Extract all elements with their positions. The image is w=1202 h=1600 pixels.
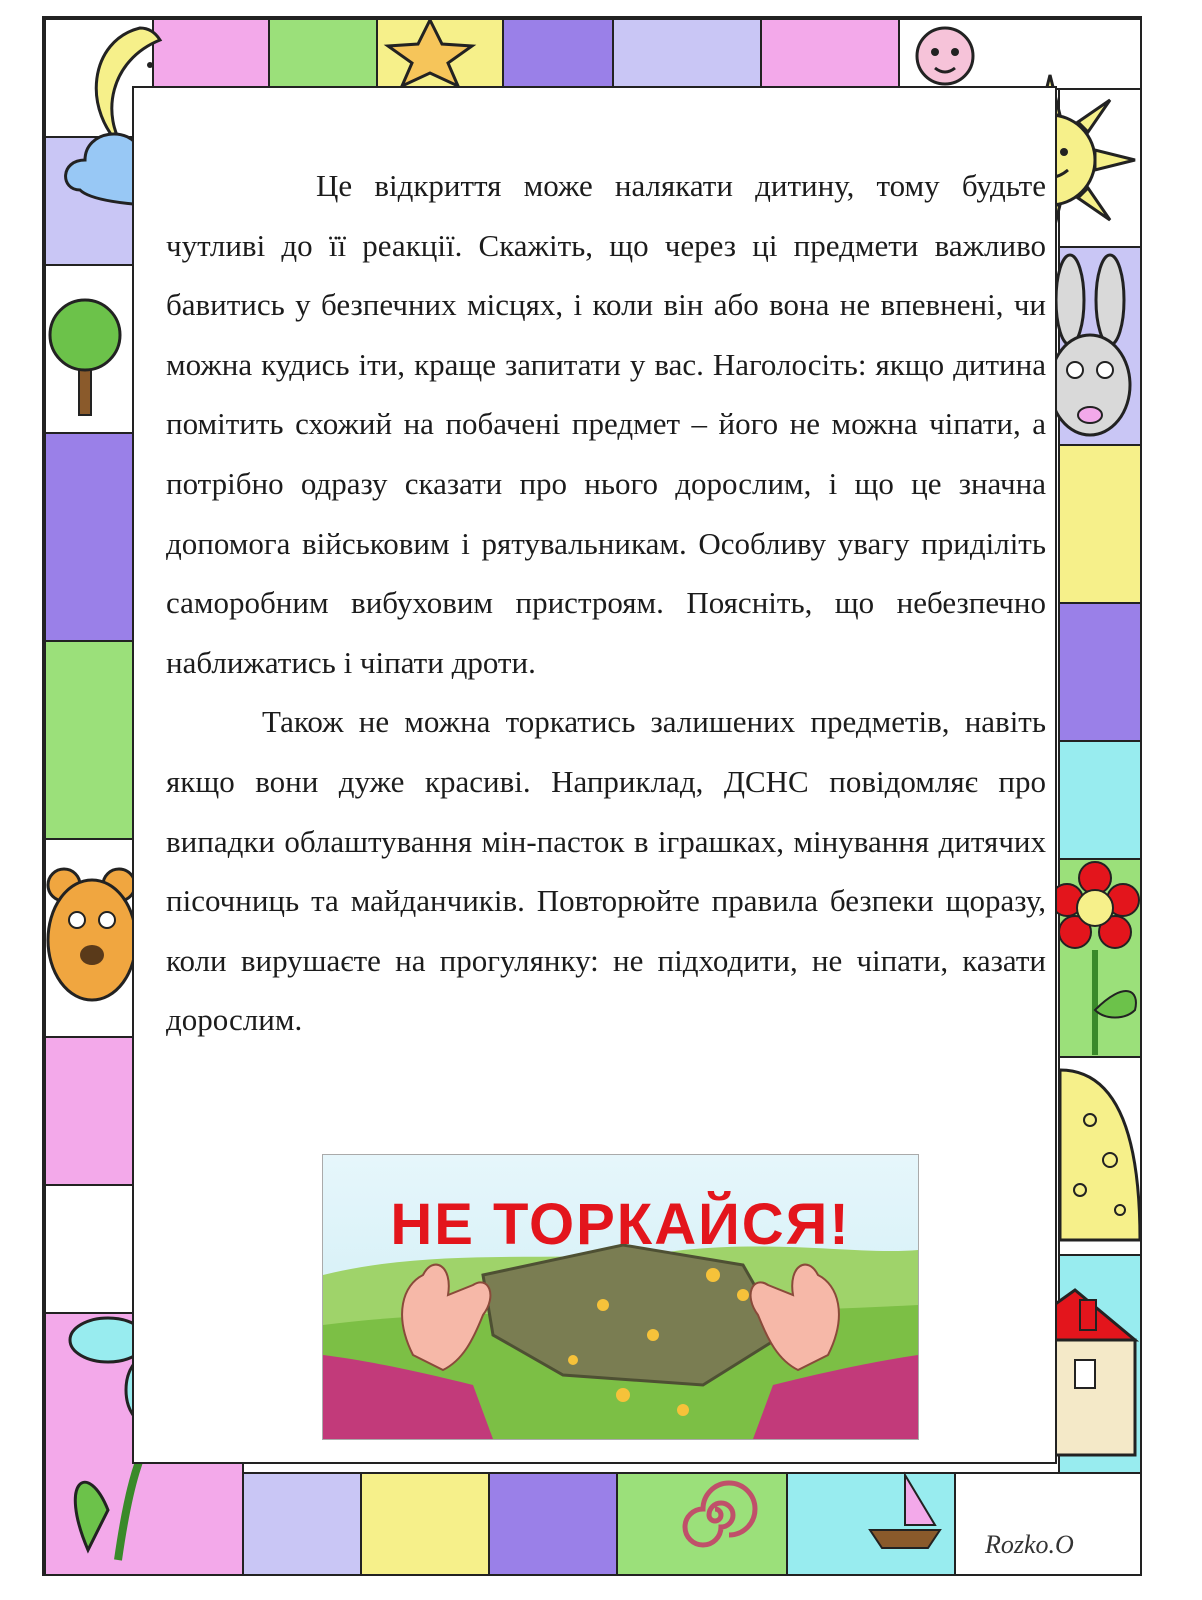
article-text: [166, 156, 1046, 1050]
frame-tile: [488, 1472, 618, 1576]
paragraph: Це відкриття може налякати дитину, тому будьте чутливі до її реакції. Скажіть, що через ці предмети важливо бавитись у безпечних місцях, і коли він або вона не впевнені, чи можна кудись іти, краще запитати у вас. Наголосіть: якщо дитина помітить схожий на побачені предмет – його не можна чіпати, а потрібно одразу сказати про нього дорослим, і що це значна допомога військовим і рятувальникам. Особливу увагу приділіть саморобним вибуховим пристроям. Поясніть, що небезпечно наближатись і чіпати дроти.: [166, 168, 1046, 680]
flower-icon: [1045, 860, 1145, 1060]
paragraph: Також не можна торкатись залишених предметів, навіть якщо вони дуже красиві. Наприклад, ДСНС повідомляє про випадки облаштування мін-пасток в іграшках, мінування дитячих пісочниць та майданчиків. Повторюйте правила безпеки щоразу, коли вирушаєте на прогулянку: не підходити, не чіпати, казати дорослим.: [166, 704, 1046, 1038]
frame-tile: [760, 18, 900, 90]
boat-icon: [860, 1470, 950, 1555]
frame-tile: [954, 1472, 1142, 1576]
star-icon: [380, 18, 480, 88]
banner-title: НЕ ТОРКАЙСЯ!: [390, 1192, 851, 1257]
frame-tile: [268, 18, 378, 90]
frame-tile: [1058, 740, 1142, 860]
bear-icon: [44, 860, 139, 1010]
cheese-icon: [1050, 1060, 1145, 1250]
frame-tile: [1058, 602, 1142, 742]
frame-tile: [360, 1472, 490, 1576]
dont-touch-banner: [322, 1154, 919, 1440]
frame-tile: [44, 1036, 134, 1186]
spiral-icon: [670, 1470, 760, 1560]
frame-tile: [502, 18, 614, 90]
frame-tile: [44, 432, 134, 642]
tree-icon: [45, 280, 125, 430]
frame-tile: [44, 640, 134, 840]
frame-tile: [1058, 444, 1142, 604]
author-signature: Rozko.O: [985, 1530, 1074, 1559]
frame-tile: [612, 18, 762, 90]
